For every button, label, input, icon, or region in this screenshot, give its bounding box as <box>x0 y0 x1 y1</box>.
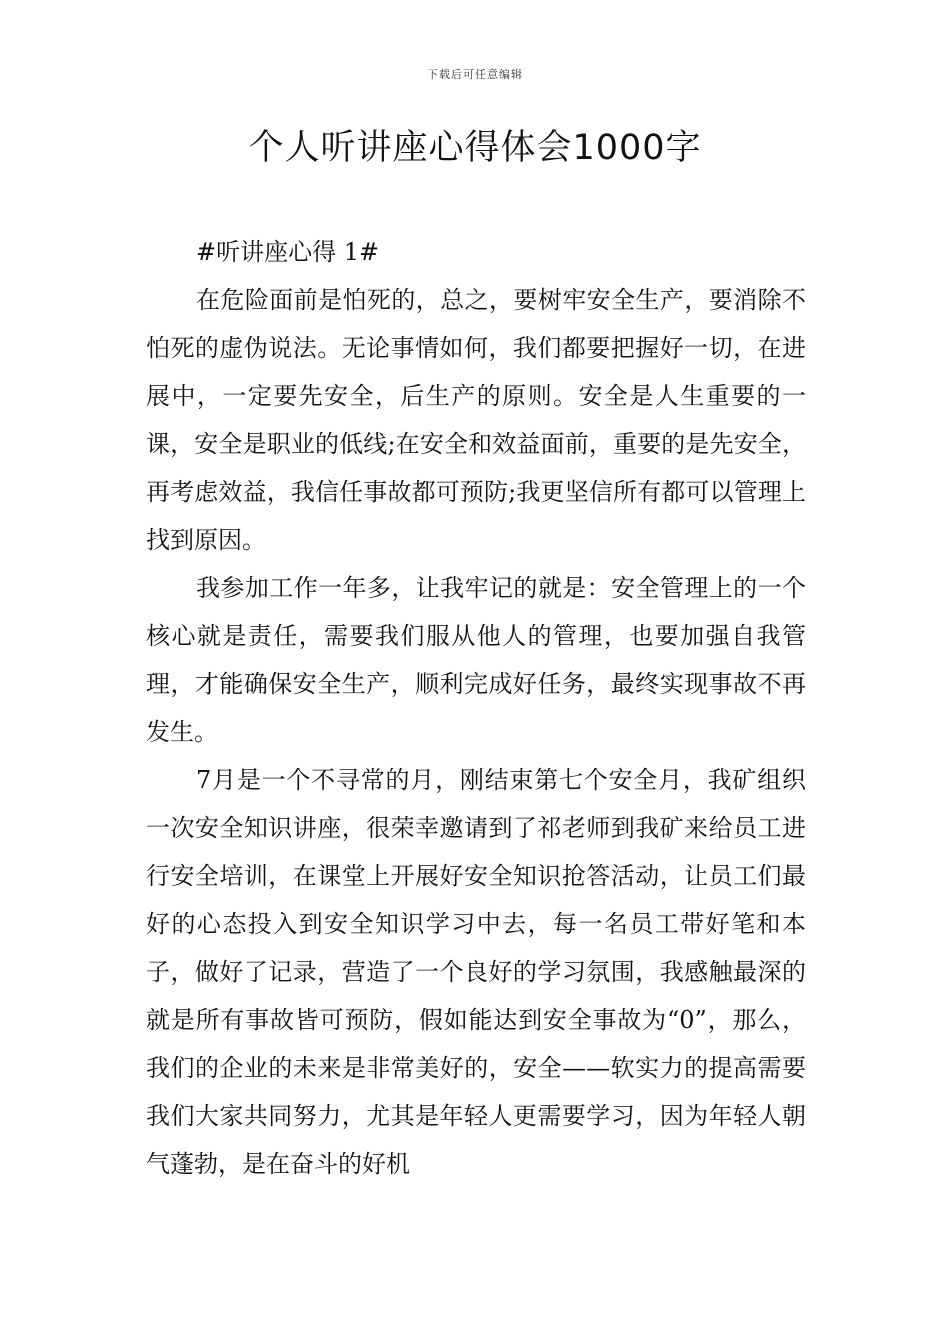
paragraph-3: 7月是一个不寻常的月，刚结束第七个安全月，我矿组织一次安全知识讲座，很荣幸邀请到了祁老师到我矿来给员工进行安全培训，在课堂上开展好安全知识抢答活动，让员工们最好的心态投入到安全知识学习中去，每一名员工带好笔和本子，做好了记录，营造了一个良好的学习氛围，我感触最深的就是所有事故皆可预防，假如能达到安全事故为“0”，那么，我们的企业的未来是非常美好的，安全——软实力的提高需要我们大家共同努力，尤其是年轻人更需要学习，因为年轻人朝气蓬勃，是在奋斗的好机 <box>146 766 806 1178</box>
paragraph-2: 我参加工作一年多，让我牢记的就是：安全管理上的一个核心就是责任，需要我们服从他人的管理，也要加强自我管理，才能确保安全生产，顺利完成好任务，最终实现事故不再发生。 <box>146 574 806 746</box>
paragraph-1: 在危险面前是怕死的，总之，要树牢安全生产，要消除不怕死的虚伪说法。无论事情如何，我们都要把握好一切，在进展中，一定要先安全，后生产的原则。安全是人生重要的一课，安全是职业的低线;在安全和效益面前，重要的是先安全，再考虑效益，我信任事故都可预防;我更坚信所有都可以管理上找到原因。 <box>146 286 806 554</box>
header-note: 下载后可任意编辑 <box>427 68 523 81</box>
document-body <box>146 228 806 1188</box>
document-title: 个人听讲座心得体会1000字 <box>248 128 702 168</box>
section-subheading: #听讲座心得 1# <box>196 238 380 266</box>
